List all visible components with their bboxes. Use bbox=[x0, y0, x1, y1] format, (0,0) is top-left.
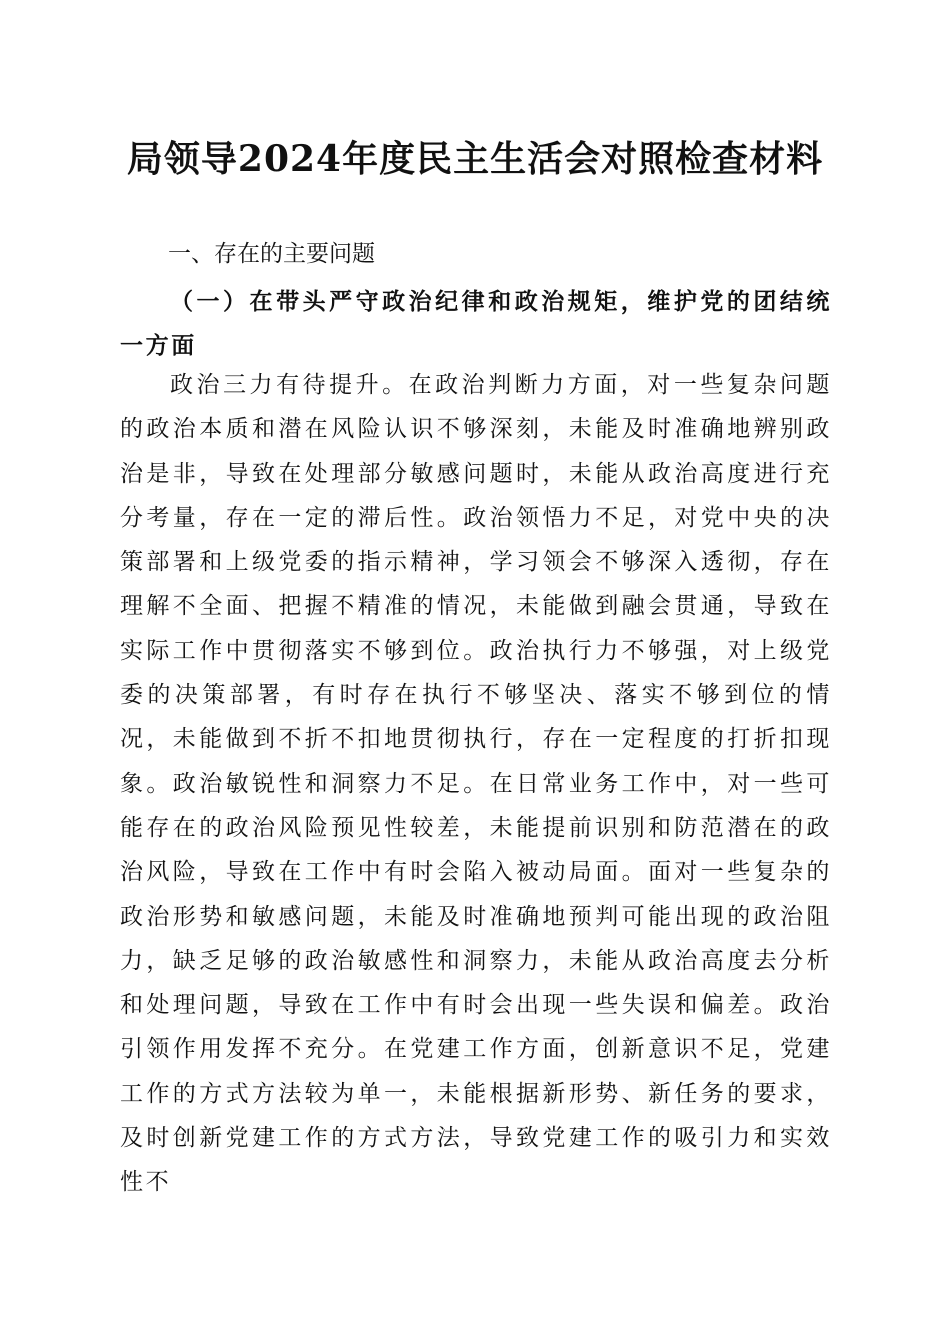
document-title: 局领导2024年度民主生活会对照检查材料 bbox=[126, 138, 824, 180]
section-heading: 一、存在的主要问题 bbox=[168, 241, 375, 267]
subsection-heading: （一）在带头严守政治纪律和政治规矩，维护党的团结统一方面 bbox=[120, 288, 832, 360]
body-paragraph: 政治三力有待提升。在政治判断力方面，对一些复杂问题的政治本质和潜在风险认识不够深刻，未能及时准确地辨别政治是非，导致在处理部分敏感问题时，未能从政治高度进行充分考量，存在一定的滞后性。政治领悟力不足，对党中央的决策部署和上级党委的指示精神，学习领会不够深入透彻，存在理解不全面、把握不精准的情况，未能做到融会贯通，导致在实际工作中贯彻落实不够到位。政治执行力不够强，对上级党委的决策部署，有时存在执行不够坚决、落实不够到位的情况，未能做到不折不扣地贯彻执行，存在一定程度的打折扣现象。政治敏锐性和洞察力不足。在日常业务工作中，对一些可能存在的政治风险预见性较差，未能提前识别和防范潜在的政治风险，导致在工作中有时会陷入被动局面。面对一些复杂的政治形势和敏感问题，未能及时准确地预判可能出现的政治阻力，缺乏足够的政治敏感性和洞察力，未能从政治高度去分析和处理问题，导致在工作中有时会出现一些失误和偏差。政治引领作用发挥不充分。在党建工作方面，创新意识不足，党建工作的方式方法较为单一，未能根据新形势、新任务的要求，及时创新党建工作的方式方法，导致党建工作的吸引力和实效性不 bbox=[120, 372, 832, 1196]
